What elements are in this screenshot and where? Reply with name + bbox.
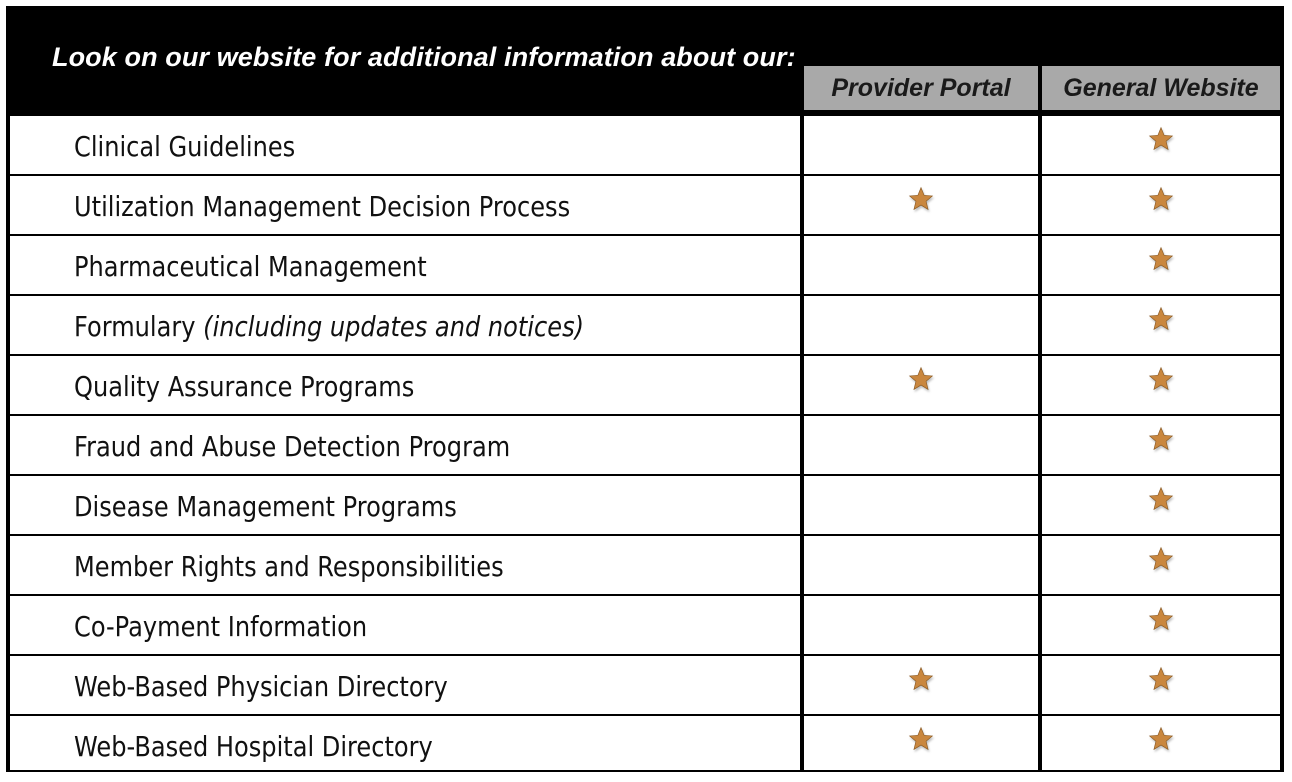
table-row [6,596,1284,654]
star-icon [1148,666,1174,692]
star-icon [908,186,934,212]
star-icon [1148,546,1174,572]
general-website-cell [1042,536,1280,594]
table-row [6,176,1284,234]
column-header-general-website: General Website [1042,66,1280,110]
star-icon [908,726,934,752]
row-label: Quality Assurance Programs [74,370,415,403]
general-website-cell [1042,296,1280,354]
table-row [6,716,1284,770]
table-row [6,236,1284,294]
provider-portal-cell [804,176,1038,234]
general-website-cell [1042,596,1280,654]
provider-portal-cell [804,236,1038,294]
info-table [6,6,1284,772]
general-website-cell [1042,416,1280,474]
row-label: Utilization Management Decision Process [74,190,571,223]
row-label-cell [10,236,800,294]
general-website-cell [1042,116,1280,174]
row-label-note: (including updates and notices) [203,310,585,343]
row-label-cell [10,176,800,234]
provider-portal-cell [804,476,1038,534]
row-label: Member Rights and Responsibilities [74,550,504,583]
star-icon [1148,306,1174,332]
provider-portal-cell [804,296,1038,354]
table-row [6,116,1284,174]
provider-portal-cell [804,116,1038,174]
star-icon [1148,726,1174,752]
star-icon [1148,606,1174,632]
row-label: Web-Based Physician Directory [74,670,448,703]
table-row [6,356,1284,414]
row-label-cell [10,536,800,594]
table-header [6,6,1284,116]
table-row [6,536,1284,594]
provider-portal-cell [804,416,1038,474]
row-label-cell [10,356,800,414]
row-label: Clinical Guidelines [74,130,296,163]
row-label: Co-Payment Information [74,610,368,643]
star-icon [1148,246,1174,272]
general-website-cell [1042,236,1280,294]
table-row [6,296,1284,354]
row-label-cell [10,596,800,654]
row-label-cell [10,476,800,534]
general-website-cell [1042,356,1280,414]
star-icon [1148,186,1174,212]
provider-portal-cell [804,356,1038,414]
row-label: Pharmaceutical Management [74,250,427,283]
table-row [6,656,1284,714]
general-website-cell [1042,476,1280,534]
table-body [6,116,1284,770]
provider-portal-cell [804,716,1038,770]
star-icon [908,666,934,692]
provider-portal-cell [804,656,1038,714]
star-icon [1148,486,1174,512]
table-row [6,416,1284,474]
star-icon [1148,366,1174,392]
general-website-cell [1042,176,1280,234]
row-label: Formulary [74,310,204,343]
row-label-cell [10,656,800,714]
star-icon [1148,426,1174,452]
row-label-cell [10,296,800,354]
general-website-cell [1042,716,1280,770]
star-icon [1148,126,1174,152]
general-website-cell [1042,656,1280,714]
row-label-cell [10,116,800,174]
provider-portal-cell [804,536,1038,594]
column-header-provider-portal: Provider Portal [804,66,1038,110]
row-label: Fraud and Abuse Detection Program [74,430,511,463]
row-label: Web-Based Hospital Directory [74,730,433,763]
table-title: Look on our website for additional information about our: [52,42,796,72]
row-label-cell [10,716,800,770]
star-icon [908,366,934,392]
row-label: Disease Management Programs [74,490,457,523]
row-label-cell [10,416,800,474]
table-row [6,476,1284,534]
provider-portal-cell [804,596,1038,654]
